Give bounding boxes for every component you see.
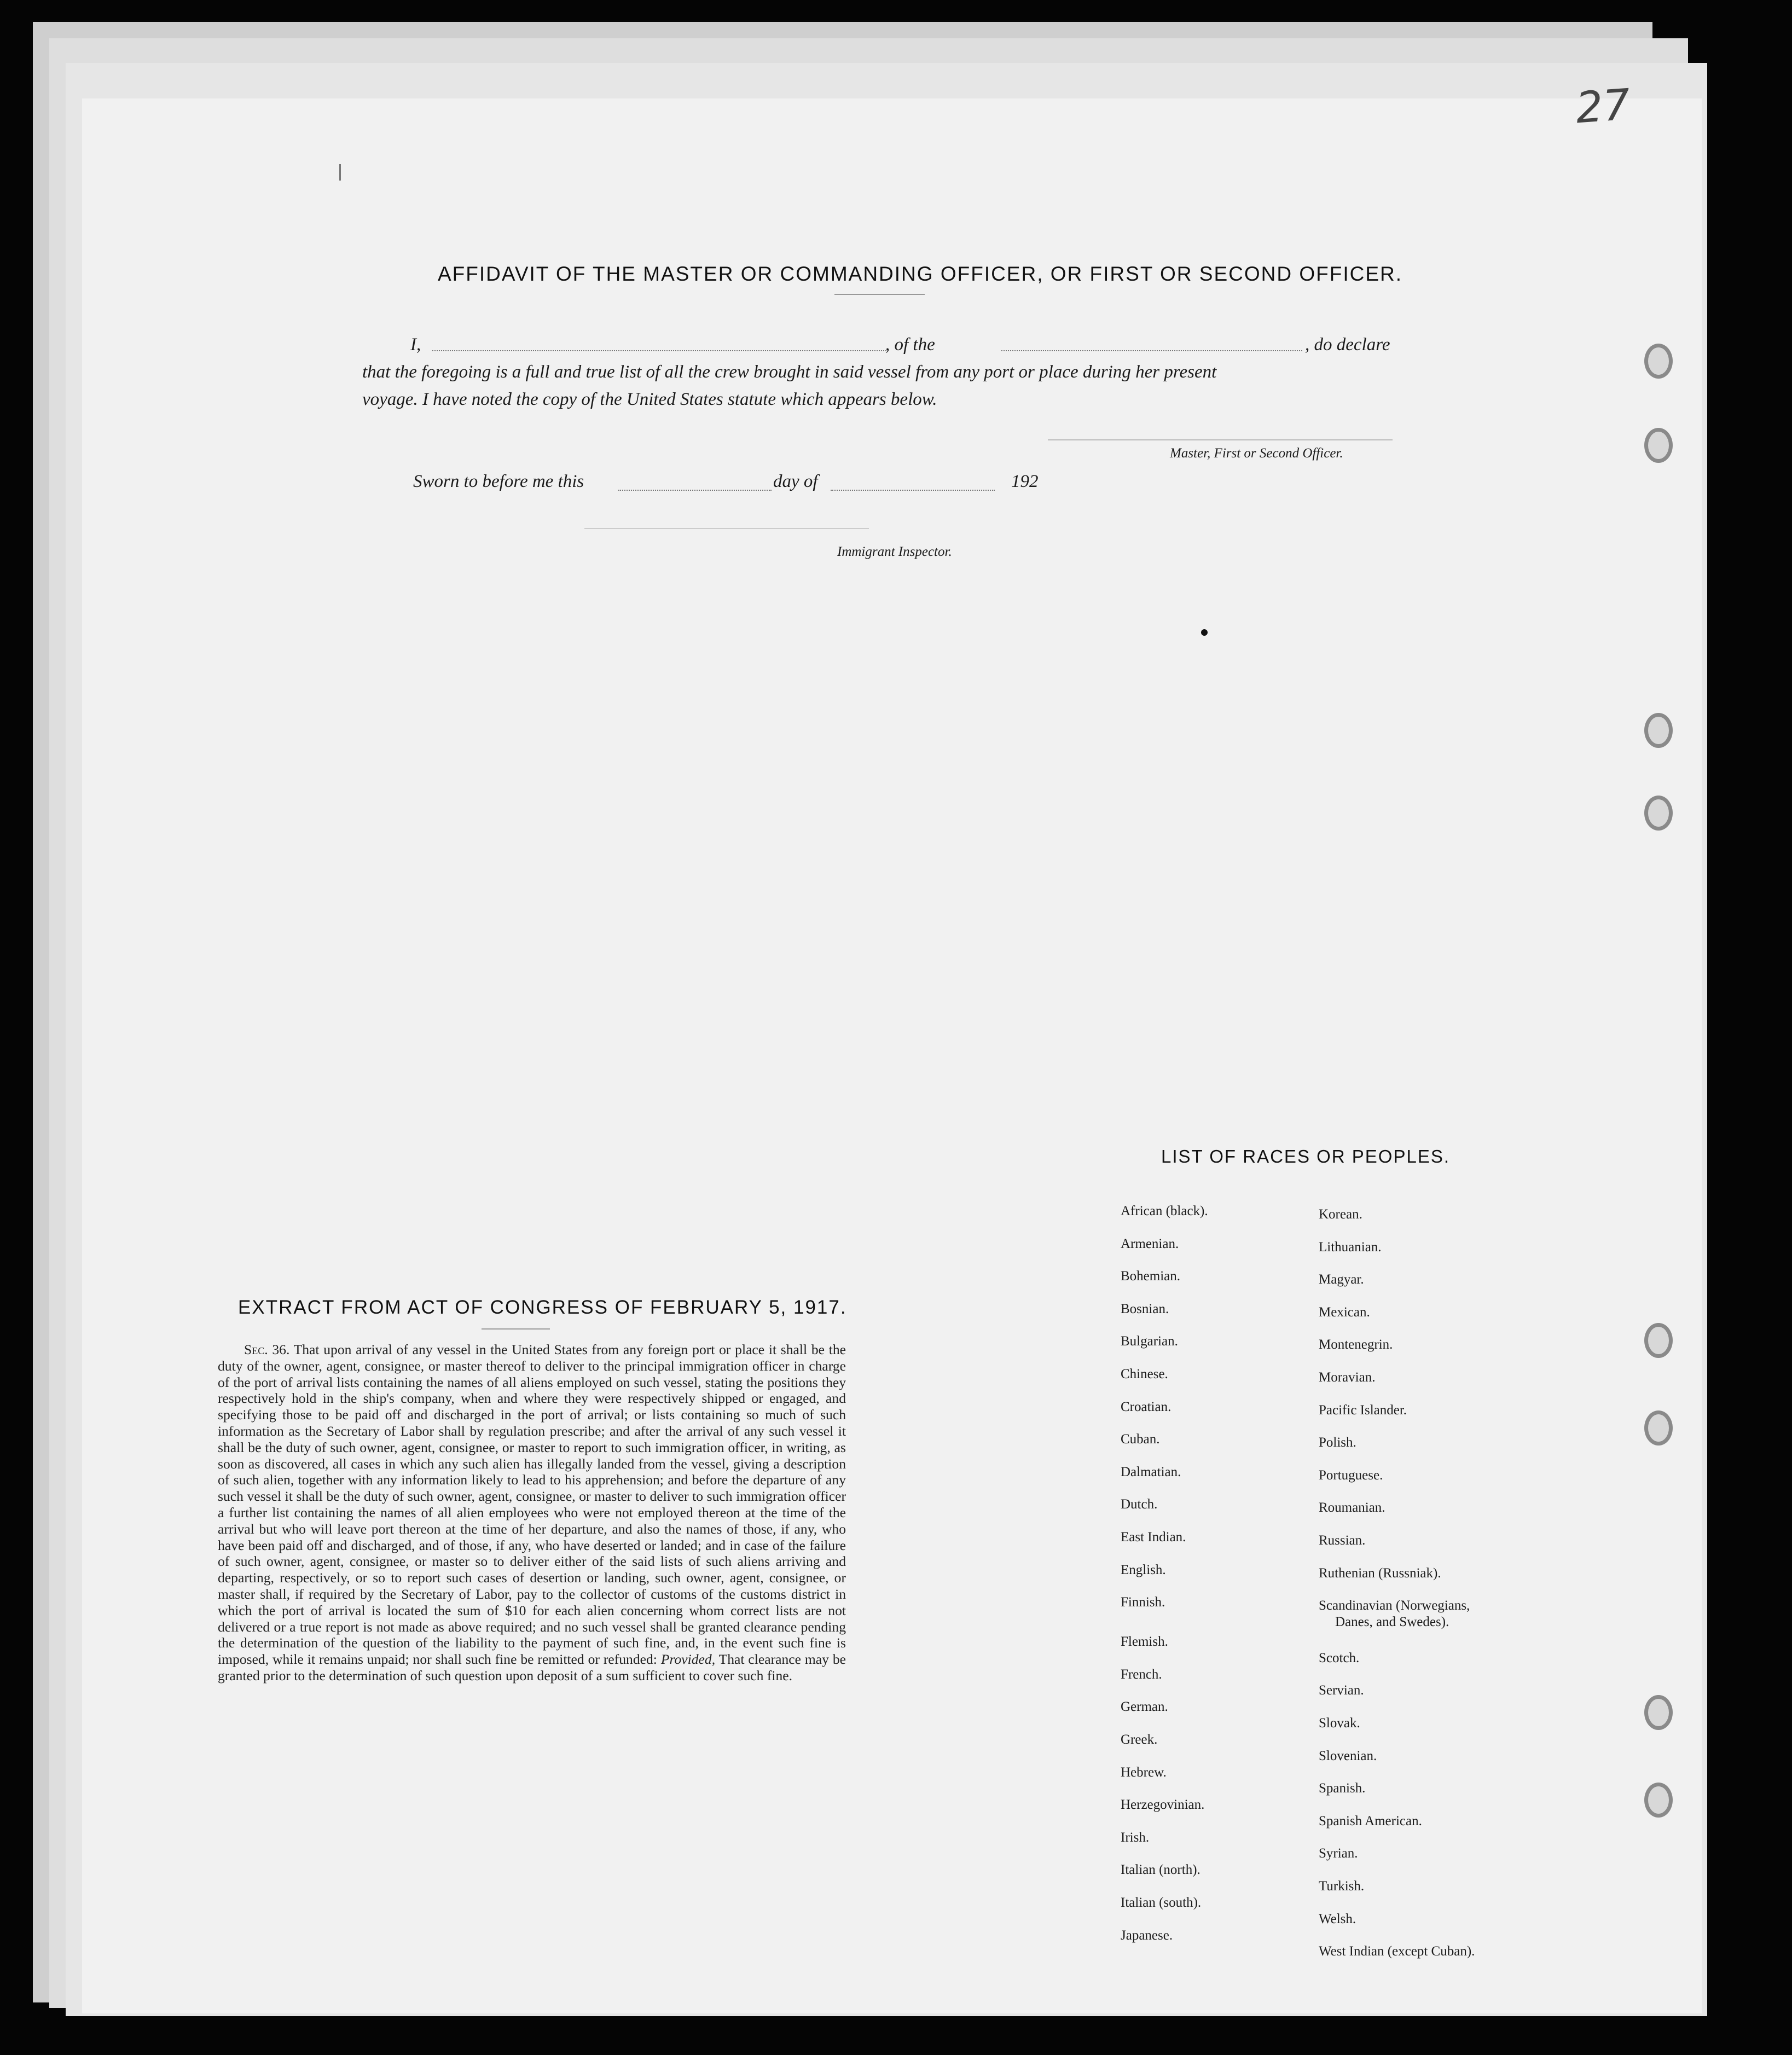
race-item: Herzegovinian. — [1121, 1797, 1205, 1813]
race-item: Japanese. — [1121, 1928, 1173, 1943]
inspector-label: Immigrant Inspector. — [837, 544, 952, 559]
race-item: Mexican. — [1319, 1304, 1370, 1320]
race-item: West Indian (except Cuban). — [1319, 1944, 1475, 1959]
race-item: Syrian. — [1319, 1846, 1358, 1861]
races-title: LIST OF RACES OR PEOPLES. — [1161, 1146, 1451, 1166]
race-item: Slovenian. — [1319, 1748, 1377, 1763]
race-item: Bohemian. — [1121, 1269, 1181, 1284]
ink-dot — [1201, 629, 1208, 636]
race-item: Servian. — [1319, 1683, 1364, 1698]
inspector-line — [584, 528, 869, 529]
declaration-of-the: , of the — [885, 335, 935, 355]
punch-hole-icon — [1644, 713, 1673, 748]
vessel-line — [1001, 350, 1302, 351]
race-item: African (black). — [1121, 1204, 1208, 1218]
extract-divider — [482, 1328, 550, 1330]
race-item: Moravian. — [1319, 1370, 1376, 1385]
declaration-line-2: that the foregoing is a full and true list of all the crew brought in said vessel from any port or place during her present — [362, 362, 1217, 382]
title-divider — [834, 294, 925, 295]
race-item: Dalmatian. — [1121, 1464, 1181, 1479]
declaration-do-declare: , do declare — [1305, 335, 1390, 355]
section-number: Sec. 36. — [244, 1342, 290, 1357]
punch-hole-icon — [1644, 1695, 1673, 1730]
race-item: Ruthenian (Russniak). — [1319, 1565, 1441, 1581]
race-item: Scandinavian (Norwegians, — [1319, 1598, 1470, 1613]
race-item: Russian. — [1319, 1533, 1366, 1548]
race-item: Dutch. — [1121, 1497, 1158, 1512]
race-item: Polish. — [1319, 1435, 1356, 1450]
race-item: Turkish. — [1319, 1879, 1365, 1894]
sworn-label: Sworn to before me this — [413, 472, 584, 491]
year-label: 192 — [1011, 472, 1039, 491]
race-item: Italian (north). — [1121, 1862, 1201, 1878]
month-line — [831, 490, 995, 491]
race-item: Finnish. — [1121, 1595, 1165, 1610]
extract-title: EXTRACT FROM ACT OF CONGRESS OF FEBRUARY 5, 1917. — [238, 1297, 847, 1318]
race-item: Roumanian. — [1319, 1500, 1385, 1516]
race-item: Cuban. — [1121, 1432, 1160, 1447]
affidavit-title: AFFIDAVIT OF THE MASTER OR COMMANDING OFFICER, OR FIRST OR SECOND OFFICER. — [438, 263, 1403, 285]
declaration-line-3: voyage. I have noted the copy of the United States statute which appears below. — [362, 390, 937, 409]
race-item: Welsh. — [1319, 1911, 1356, 1926]
race-item: English. — [1121, 1562, 1166, 1577]
race-item: Spanish. — [1319, 1781, 1366, 1796]
punch-hole-icon — [1644, 1323, 1673, 1358]
race-item: Spanish American. — [1319, 1813, 1422, 1828]
race-item: Irish. — [1121, 1830, 1150, 1845]
race-item: Chinese. — [1121, 1367, 1168, 1381]
punch-hole-icon — [1644, 344, 1673, 379]
day-of-label: day of — [773, 472, 818, 491]
race-item: Portuguese. — [1319, 1467, 1383, 1483]
page-number: 27 — [1574, 80, 1632, 133]
declaration-i: I, — [410, 335, 421, 355]
race-item: Korean. — [1319, 1207, 1362, 1222]
race-item: German. — [1121, 1699, 1168, 1715]
race-item: Pacific Islander. — [1319, 1402, 1407, 1418]
race-item: Hebrew. — [1121, 1764, 1167, 1780]
race-item: Magyar. — [1319, 1272, 1364, 1287]
race-item: Bosnian. — [1121, 1301, 1169, 1316]
race-item: Greek. — [1121, 1732, 1158, 1747]
race-item: French. — [1121, 1667, 1162, 1682]
race-item: Montenegrin. — [1319, 1337, 1393, 1352]
race-item: East Indian. — [1121, 1530, 1186, 1545]
race-item: Armenian. — [1121, 1236, 1179, 1251]
signature-line — [1048, 439, 1393, 440]
stray-mark — [339, 164, 341, 181]
extract-text: That upon arrival of any vessel in the United States from any foreign port or place it shall be the duty of the owner, agent, consignee, or master thereof to deliver to the principal immigration officer in charge of the port of arrival lists containing the names of all aliens employed on such vessel, stating the positions they respectively hold in the ship's company, when and where they were respectively shipped or engaged, and specifying those to be paid off and discharged in the port of arrival; or lists containing so much of such information as the Secretary of Labor shall by regulation prescribe; and after the arrival of any such vessel it shall be the duty of such owner, agent, consignee, or master to report to such immigration officer, in writing, as soon as discovered, all cases in which any such alien has illegally landed from the vessel, giving a description of such alien, together with any information likely to lead to his apprehension; and before the departure of any such vessel it shall be the duty of such owner, agent, consignee, or master to deliver to such immigration officer a further list containing the names of all alien employees who were not employed thereon at the time of the arrival but who will leave port thereon at the time of her departure, and also the names of those, if any, who have been paid off and discharged, and of those, if any, who have deserted or landed; and in case of the failure of such owner, agent, consignee, or master so to deliver either of the said lists of such aliens arriving and departing, respectively, or so to report such cases of desertion or landing, such owner, agent, consignee, or master shall, if required by the Secretary of Labor, pay to the collector of customs of the customs district in which the port of arrival is located the sum of $10 for each alien concerning whom correct lists are not delivered or a true report is not made as above required; and no such vessel shall be granted clearance pending the determination of the question of the liability to the payment of such fine, and, in the event such fine is imposed, while it remains unpaid; nor shall such fine be remitted or refunded: — [218, 1342, 846, 1668]
name-line — [432, 350, 886, 351]
day-line — [618, 490, 772, 491]
race-item: Danes, and Swedes). — [1335, 1615, 1449, 1630]
punch-hole-icon — [1644, 428, 1673, 463]
race-item: Lithuanian. — [1319, 1239, 1382, 1255]
race-item: Scotch. — [1319, 1650, 1360, 1665]
punch-hole-icon — [1644, 796, 1673, 831]
punch-hole-icon — [1644, 1410, 1673, 1446]
race-item: Bulgarian. — [1121, 1334, 1178, 1349]
race-item: Italian (south). — [1121, 1895, 1202, 1910]
race-item: Flemish. — [1121, 1634, 1168, 1650]
proviso-word: Provided, — [660, 1651, 716, 1668]
punch-hole-icon — [1644, 1783, 1673, 1818]
race-item: Croatian. — [1121, 1399, 1172, 1414]
extract-body — [218, 1342, 846, 1684]
extract-text-end: That clearance may be granted prior to the determination of such question upon deposit of a sum sufficient to cover such fine. — [218, 1651, 846, 1684]
signature-label: Master, First or Second Officer. — [1170, 446, 1343, 461]
race-item: Slovak. — [1319, 1716, 1360, 1731]
